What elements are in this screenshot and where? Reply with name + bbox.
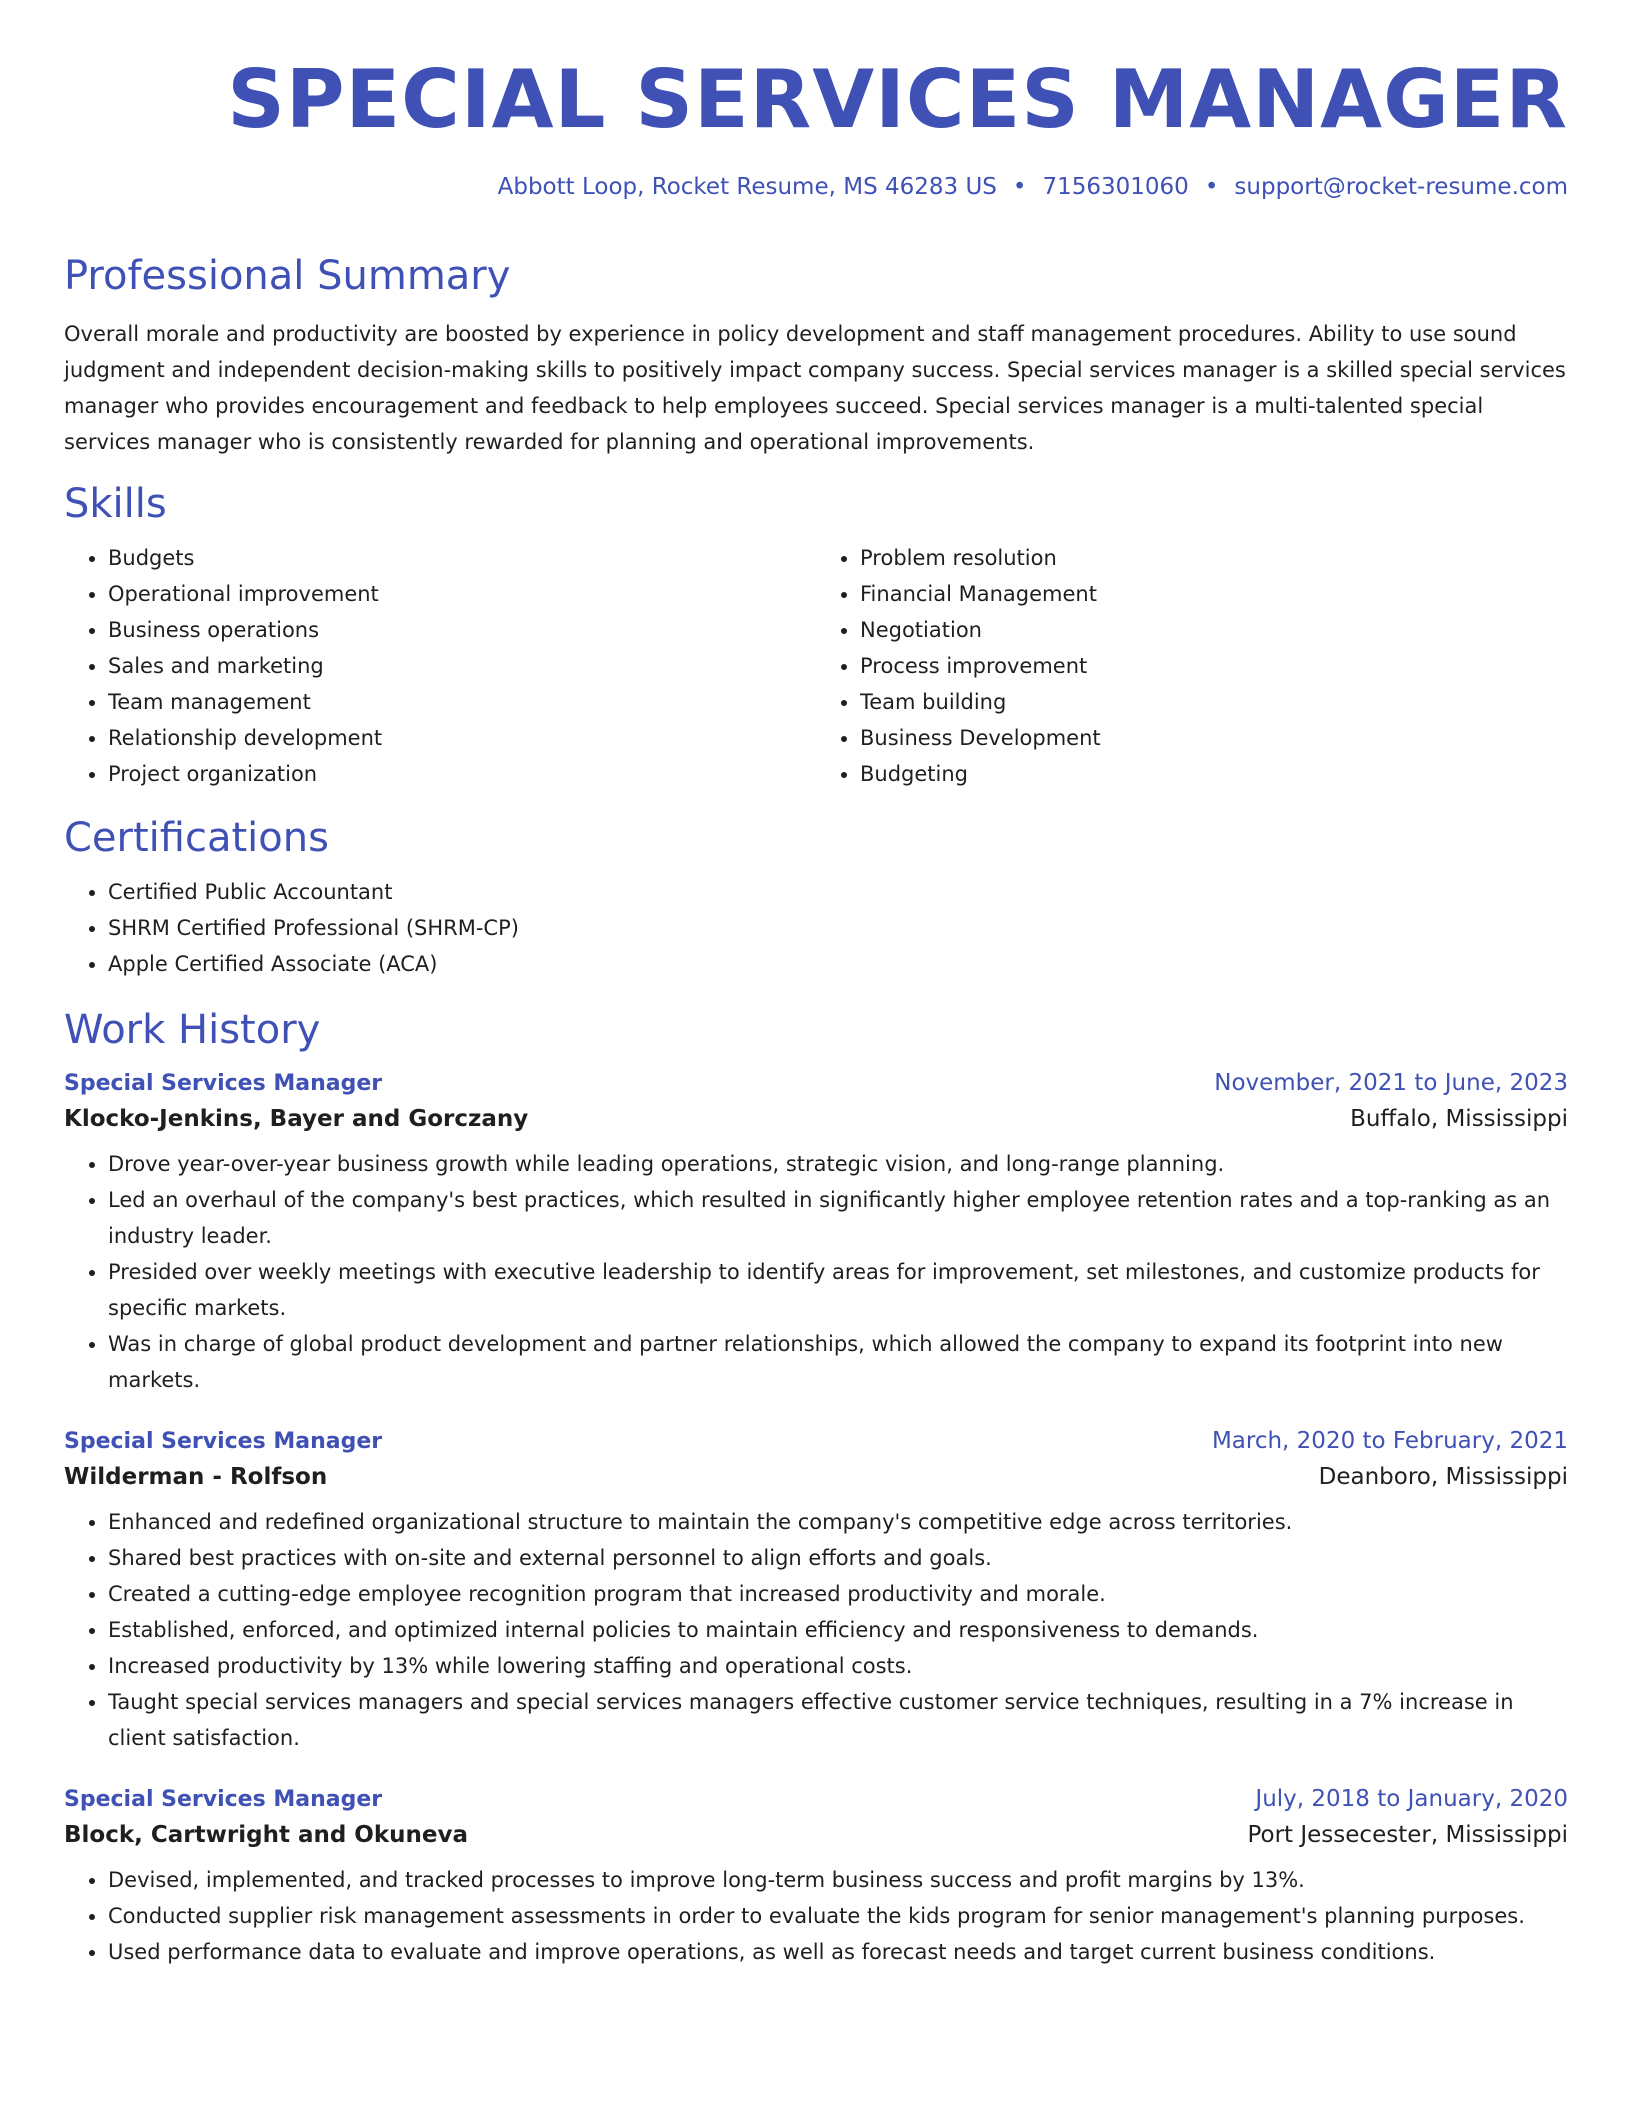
skill-item: • Relationship development xyxy=(108,720,816,756)
job-bullet: • Devised, implemented, and tracked processes to improve long-term business success and profit margins by 13%. xyxy=(108,1862,1568,1898)
skill-item: • Project organization xyxy=(108,756,816,792)
job-bullet: • Taught special services managers and special services managers effective customer service techniques, resulting in a 7% increase in client satisfaction. xyxy=(108,1684,1568,1756)
phone: 7156301060 xyxy=(1042,174,1189,200)
certification-item: • Certified Public Accountant xyxy=(108,874,1568,910)
company-name: Block, Cartwright and Okuneva xyxy=(64,1821,469,1848)
job-bullet: • Was in charge of global product development and partner relationships, which allowed the company to expand its footprint into new markets. xyxy=(108,1326,1568,1398)
job-entry xyxy=(64,1786,1568,1970)
summary-text: Overall morale and productivity are boosted by experience in policy development and staff management procedures. Ability to use sound judgment and independent decision-making skills to positively impact company success. Special services manager is a skilled special services manager who provides encouragement and feedback to help employees succeed. Special services manager is a multi-talented special services manager who is consistently rewarded for planning and operational improvements. xyxy=(64,321,1566,454)
job-bullet: • Drove year-over-year business growth while leading operations, strategic vision, and long-range planning. xyxy=(108,1146,1568,1182)
job-subheader xyxy=(64,1464,1568,1490)
work-history-heading: Work History xyxy=(64,1006,321,1053)
skill-item: • Budgeting xyxy=(860,756,1568,792)
skills-list-left xyxy=(64,540,816,792)
job-location: Buffalo, Mississippi xyxy=(1350,1105,1568,1132)
skill-item: • Negotiation xyxy=(860,612,1568,648)
skills-grid xyxy=(64,540,1568,792)
job-header xyxy=(64,1786,1568,1812)
certification-item: • SHRM Certified Professional (SHRM-CP) xyxy=(108,910,1568,946)
separator-dot: • xyxy=(1012,174,1027,200)
job-dates: November, 2021 to June, 2023 xyxy=(1214,1069,1568,1096)
job-bullets xyxy=(64,1146,1568,1398)
skill-item: • Business Development xyxy=(860,720,1568,756)
job-subheader xyxy=(64,1822,1568,1848)
job-bullet: • Increased productivity by 13% while lowering staffing and operational costs. xyxy=(108,1648,1568,1684)
job-bullets xyxy=(64,1862,1568,1970)
skill-item: • Problem resolution xyxy=(860,540,1568,576)
job-bullet: • Conducted supplier risk management assessments in order to evaluate the kids program for senior management's planning purposes. xyxy=(108,1898,1568,1934)
job-header xyxy=(64,1428,1568,1454)
skill-item: • Business operations xyxy=(108,612,816,648)
skill-item: • Process improvement xyxy=(860,648,1568,684)
job-entry xyxy=(64,1070,1568,1398)
company-name: Wilderman - Rolfson xyxy=(64,1463,328,1490)
job-bullet: • Enhanced and redefined organizational structure to maintain the company's competitive edge across territories. xyxy=(108,1504,1568,1540)
job-entry xyxy=(64,1428,1568,1756)
contact-line xyxy=(64,174,1568,202)
skills-heading: Skills xyxy=(64,480,167,527)
skill-item: • Team building xyxy=(860,684,1568,720)
skill-item: • Budgets xyxy=(108,540,816,576)
skill-item: • Sales and marketing xyxy=(108,648,816,684)
skill-item: • Financial Management xyxy=(860,576,1568,612)
job-bullet: • Used performance data to evaluate and improve operations, as well as forecast needs and target current business conditions. xyxy=(108,1934,1568,1970)
job-bullet: • Led an overhaul of the company's best practices, which resulted in significantly higher employee retention rates and a top-ranking as an industry leader. xyxy=(108,1182,1568,1254)
company-name: Klocko-Jenkins, Bayer and Gorczany xyxy=(64,1105,529,1132)
job-subheader xyxy=(64,1106,1568,1132)
email-link[interactable]: support@rocket-resume.com xyxy=(1234,174,1568,200)
skill-item: • Team management xyxy=(108,684,816,720)
job-title: Special Services Manager xyxy=(64,1070,383,1096)
certifications-list xyxy=(64,874,1568,982)
address: Abbott Loop, Rocket Resume, MS 46283 US xyxy=(497,174,997,200)
skills-list-right xyxy=(816,540,1568,792)
skill-item: • Operational improvement xyxy=(108,576,816,612)
job-bullets xyxy=(64,1504,1568,1756)
job-dates: March, 2020 to February, 2021 xyxy=(1211,1427,1568,1454)
candidate-name: SPECIAL SERVICES MANAGER xyxy=(227,53,1568,146)
certification-item: • Apple Certified Associate (ACA) xyxy=(108,946,1568,982)
job-location: Port Jessecester, Mississippi xyxy=(1247,1821,1568,1848)
job-header xyxy=(64,1070,1568,1096)
job-title: Special Services Manager xyxy=(64,1428,383,1454)
job-title: Special Services Manager xyxy=(64,1786,383,1812)
certifications-heading: Certifications xyxy=(64,814,329,861)
job-bullet: • Created a cutting-edge employee recognition program that increased productivity and morale. xyxy=(108,1576,1568,1612)
job-dates: July, 2018 to January, 2020 xyxy=(1255,1785,1568,1812)
job-bullet: • Shared best practices with on-site and external personnel to align efforts and goals. xyxy=(108,1540,1568,1576)
separator-dot: • xyxy=(1204,174,1219,200)
job-location: Deanboro, Mississippi xyxy=(1318,1463,1568,1490)
job-bullet: • Established, enforced, and optimized internal policies to maintain efficiency and responsiveness to demands. xyxy=(108,1612,1568,1648)
summary-heading: Professional Summary xyxy=(64,252,511,299)
job-bullet: • Presided over weekly meetings with executive leadership to identify areas for improvement, set milestones, and customize products for specific markets. xyxy=(108,1254,1568,1326)
